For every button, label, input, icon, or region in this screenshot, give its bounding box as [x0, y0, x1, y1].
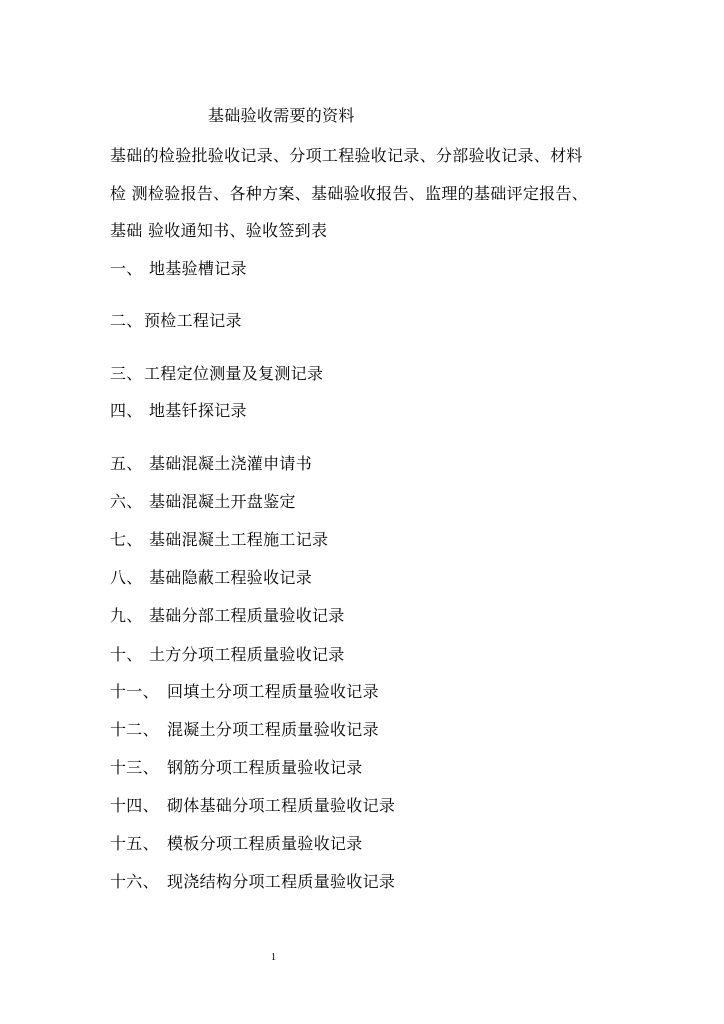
list-item — [110, 758, 363, 778]
list-item-number: 十四、 — [110, 796, 159, 815]
list-item — [110, 720, 379, 740]
list-item-text: 预检工程记录 — [144, 311, 242, 330]
intro-line-3: 基础 验收通知书、验收签到表 — [110, 221, 328, 240]
list-item-number: 四、 — [110, 401, 143, 420]
list-item — [110, 311, 242, 331]
list-item-text: 砌体基础分项工程质量验收记录 — [167, 796, 396, 815]
list-item-text: 现浇结构分项工程质量验收记录 — [167, 872, 396, 891]
list-item-text: 基础分部工程质量验收记录 — [149, 606, 345, 625]
list-item — [110, 568, 312, 588]
list-item-number: 十五、 — [110, 834, 159, 853]
list-item-number: 十一、 — [110, 682, 159, 701]
list-item-text: 钢筋分项工程质量验收记录 — [167, 758, 363, 777]
list-item-number: 九、 — [110, 606, 143, 625]
intro-line-2: 检 测检验报告、各种方案、基础验收报告、监理的基础评定报告、 — [110, 184, 589, 203]
list-item — [110, 606, 345, 626]
list-item-number: 十三、 — [110, 758, 159, 777]
list-item-text: 混凝土分项工程质量验收记录 — [167, 720, 379, 739]
list-item — [110, 682, 379, 702]
list-item-text: 模板分项工程质量验收记录 — [167, 834, 363, 853]
list-item-text: 基础混凝土工程施工记录 — [149, 530, 329, 549]
list-item-text: 基础混凝土开盘鉴定 — [149, 492, 296, 511]
list-item — [110, 796, 395, 816]
list-item — [110, 530, 328, 550]
list-item — [110, 645, 345, 665]
list-item-number: 六、 — [110, 492, 143, 511]
list-item-number: 五、 — [110, 454, 143, 473]
list-item-number: 二、 — [110, 311, 143, 330]
list-item-number: 十六、 — [110, 872, 159, 891]
list-item — [110, 401, 247, 421]
list-item — [110, 454, 312, 474]
list-item — [110, 259, 247, 279]
list-item-number: 七、 — [110, 530, 143, 549]
list-item-number: 十二、 — [110, 720, 159, 739]
page-number: 1 — [271, 952, 276, 963]
list-item — [110, 834, 363, 854]
document-title: 基础验收需要的资料 — [208, 106, 355, 125]
intro-line-1: 基础的检验批验收记录、分项工程验收记录、分部验收记录、材料 — [110, 146, 583, 165]
list-item-text: 地基验槽记录 — [149, 259, 247, 278]
list-item — [110, 872, 395, 892]
list-item-number: 八、 — [110, 568, 143, 587]
list-item-text: 土方分项工程质量验收记录 — [149, 645, 345, 664]
list-item — [110, 492, 296, 512]
list-item — [110, 364, 323, 384]
list-item-number: 一、 — [110, 259, 143, 278]
list-item-text: 地基钎探记录 — [149, 401, 247, 420]
list-item-number: 十、 — [110, 645, 143, 664]
list-item-text: 工程定位测量及复测记录 — [144, 364, 324, 383]
list-item-text: 基础隐蔽工程验收记录 — [149, 568, 313, 587]
list-item-text: 回填土分项工程质量验收记录 — [167, 682, 379, 701]
list-item-text: 基础混凝土浇灌申请书 — [149, 454, 313, 473]
list-item-number: 三、 — [110, 364, 143, 383]
